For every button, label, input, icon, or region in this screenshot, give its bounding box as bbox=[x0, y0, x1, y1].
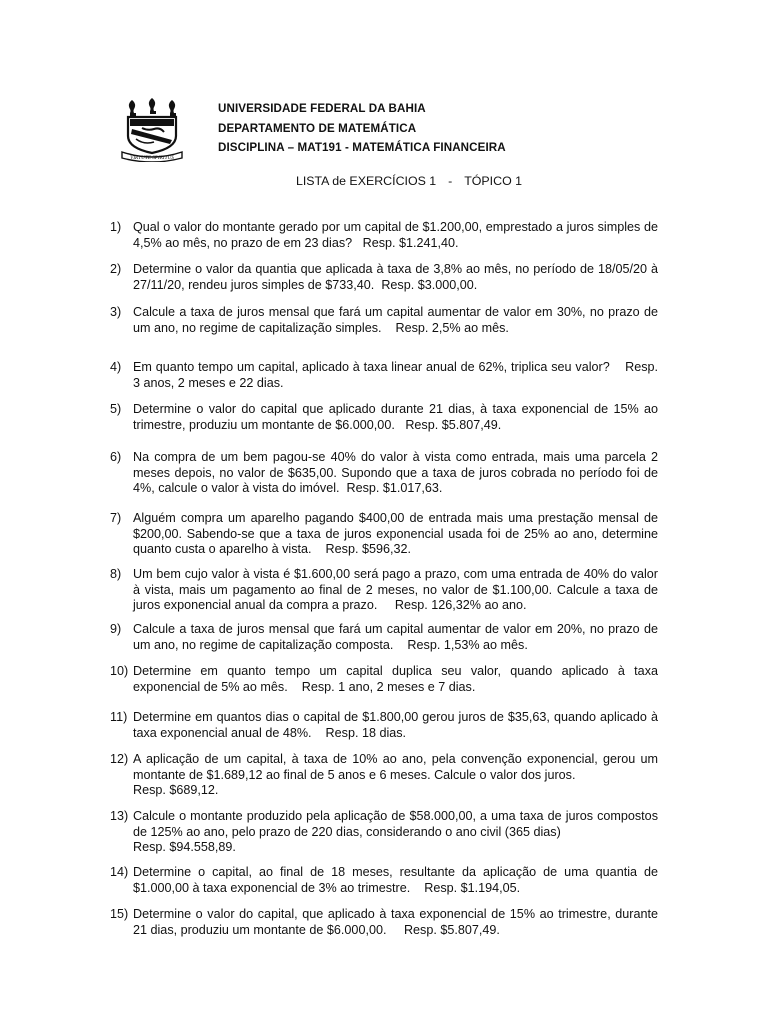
exercise-answer: Resp. $5.807,49. bbox=[403, 922, 500, 937]
exercise-number: 2) bbox=[110, 262, 122, 276]
exercise-answer: Resp. $689,12. bbox=[133, 783, 219, 798]
exercise-item bbox=[110, 402, 658, 433]
exercise-answer: Resp. $1.241,40. bbox=[362, 235, 459, 250]
exercise-text: Determine o valor do capital que aplicado durante 21 dias, à taxa exponencial de 15% ao trimestre, produziu um montante de $6.000,00. bbox=[133, 402, 658, 432]
exercise-number: 14) bbox=[110, 865, 129, 879]
exercise-answer: Resp. 2,5% ao mês. bbox=[395, 320, 509, 335]
department-name: DEPARTAMENTO DE MATEMÁTICA bbox=[218, 121, 417, 135]
exercise-item bbox=[110, 220, 658, 251]
exercise-item bbox=[110, 567, 658, 614]
exercise-text: Um bem cujo valor à vista é $1.600,00 será pago a prazo, com uma entrada de 40% do valor à vista, mais um pagamento ao final de 2 meses, no valor de $1.100,00. Calcule a taxa de juros exponencial anual da compra a prazo. bbox=[133, 567, 658, 613]
exercise-number: 7) bbox=[110, 511, 122, 525]
exercise-text: Determine o valor do capital, que aplicado à taxa exponencial de 15% ao trimestre, durante 21 dias, produziu um montante de $6.000,00. bbox=[133, 907, 658, 937]
exercise-item bbox=[110, 907, 658, 938]
exercise-number: 4) bbox=[110, 360, 122, 374]
exercise-number: 15) bbox=[110, 907, 129, 921]
exercise-answer: Resp. 3 anos, 2 meses e 22 dias. bbox=[133, 360, 658, 390]
exercise-number: 6) bbox=[110, 450, 122, 464]
exercise-number: 8) bbox=[110, 567, 122, 581]
exercise-item bbox=[110, 360, 658, 391]
exercise-item bbox=[110, 710, 658, 741]
exercise-answer: Resp. 1,53% ao mês. bbox=[407, 637, 528, 652]
exercise-answer: Resp. $94.558,89. bbox=[133, 840, 236, 855]
svg-text:VIRTUTE SPIRITUS: VIRTUTE SPIRITUS bbox=[130, 155, 174, 161]
exercise-text: A aplicação de um capital, à taxa de 10% ao ano, pela convenção exponencial, gerou um montante de $1.689,12 ao final de 5 anos e 6 meses. Calcule o valor dos juros. bbox=[133, 752, 658, 782]
list-title-left: LISTA de EXERCÍCIOS 1 bbox=[295, 174, 437, 188]
exercise-answer: Resp. $3.000,00. bbox=[381, 277, 478, 292]
course-name: DISCIPLINA – MAT191 - MATEMÁTICA FINANCEIRA bbox=[218, 141, 506, 154]
exercise-item bbox=[110, 664, 658, 695]
list-title-right: TÓPICO 1 bbox=[464, 174, 523, 188]
exercise-text: Determine em quanto tempo um capital duplica seu valor, quando aplicado à taxa exponencial de 5% ao mês. bbox=[133, 664, 658, 694]
exercise-number: 3) bbox=[110, 305, 122, 319]
exercise-item bbox=[110, 752, 658, 799]
exercise-answer: Resp. 18 dias. bbox=[325, 725, 407, 740]
exercise-text: Na compra de um bem pagou-se 40% do valor à vista como entrada, mais uma parcela 2 meses depois, no valor de $635,00. Supondo que a taxa de juros cobrada no período foi de 4%, calcule o valor à vista do imóvel. bbox=[133, 450, 658, 496]
university-name: UNIVERSIDADE FEDERAL DA BAHIA bbox=[218, 102, 426, 115]
exercise-text: Calcule a taxa de juros mensal que fará um capital aumentar de valor em 20%, no prazo de um ano, no regime de capitalização composta. bbox=[133, 622, 658, 652]
exercise-text: Determine o capital, ao final de 18 meses, resultante da aplicação de uma quantia de $1.000,00 à taxa exponencial de 3% ao trimestre. bbox=[133, 865, 658, 895]
exercise-item bbox=[110, 511, 658, 558]
exercise-answer: Resp. $1.194,05. bbox=[424, 880, 521, 895]
exercise-item bbox=[110, 865, 658, 896]
exercise-text: Determine o valor da quantia que aplicada à taxa de 3,8% ao mês, no período de 18/05/20 à 27/11/20, rendeu juros simples de $733,40. bbox=[133, 262, 658, 292]
list-title-separator: - bbox=[448, 174, 453, 188]
institution-header bbox=[218, 99, 506, 158]
exercise-answer: Resp. 126,32% ao ano. bbox=[394, 598, 527, 613]
exercise-number: 9) bbox=[110, 622, 122, 636]
exercise-answer: Resp. $1.017,63. bbox=[346, 481, 443, 496]
exercise-number: 10) bbox=[110, 664, 129, 678]
exercise-item bbox=[110, 809, 658, 856]
exercise-number: 13) bbox=[110, 809, 129, 823]
exercise-text: Em quanto tempo um capital, aplicado à taxa linear anual de 62%, triplica seu valor? bbox=[133, 360, 610, 374]
exercise-item bbox=[110, 622, 658, 653]
exercise-text: Calcule o montante produzido pela aplicação de $58.000,00, a uma taxa de juros compostos de 125% ao ano, pelo prazo de 220 dias, considerando o ano civil (365 dias) bbox=[133, 809, 658, 839]
exercise-text: Alguém compra um aparelho pagando $400,00 de entrada mais uma prestação mensal de $200,00. Sabendo-se que a taxa de juros exponencial usada foi de 25% ao ano, determine quanto custa o aparelho à vista. bbox=[133, 511, 658, 557]
exercise-answer: Resp. 1 ano, 2 meses e 7 dias. bbox=[301, 679, 476, 694]
exercise-text: Qual o valor do montante gerado por um capital de $1.200,00, emprestado a juros simples de 4,5% ao mês, no prazo de em 23 dias? bbox=[133, 220, 658, 250]
exercise-answer: Resp. $596,32. bbox=[325, 542, 411, 557]
exercise-number: 1) bbox=[110, 220, 122, 234]
exercise-item bbox=[110, 262, 658, 293]
exercise-number: 11) bbox=[110, 710, 128, 724]
exercise-item bbox=[110, 450, 658, 497]
exercise-text: Calcule a taxa de juros mensal que fará um capital aumentar de valor em 30%, no prazo de um ano, no regime de capitalização simples. bbox=[133, 305, 658, 335]
exercise-number: 5) bbox=[110, 402, 122, 416]
exercise-number: 12) bbox=[110, 752, 129, 766]
exercise-item bbox=[110, 305, 658, 336]
list-title bbox=[0, 174, 768, 188]
exercise-answer: Resp. $5.807,49. bbox=[405, 417, 502, 432]
exercise-text: Determine em quantos dias o capital de $1.800,00 gerou juros de $35,63, quando aplicado à taxa exponencial anual de 48%. bbox=[133, 710, 658, 740]
ufba-crest-icon bbox=[120, 96, 184, 162]
